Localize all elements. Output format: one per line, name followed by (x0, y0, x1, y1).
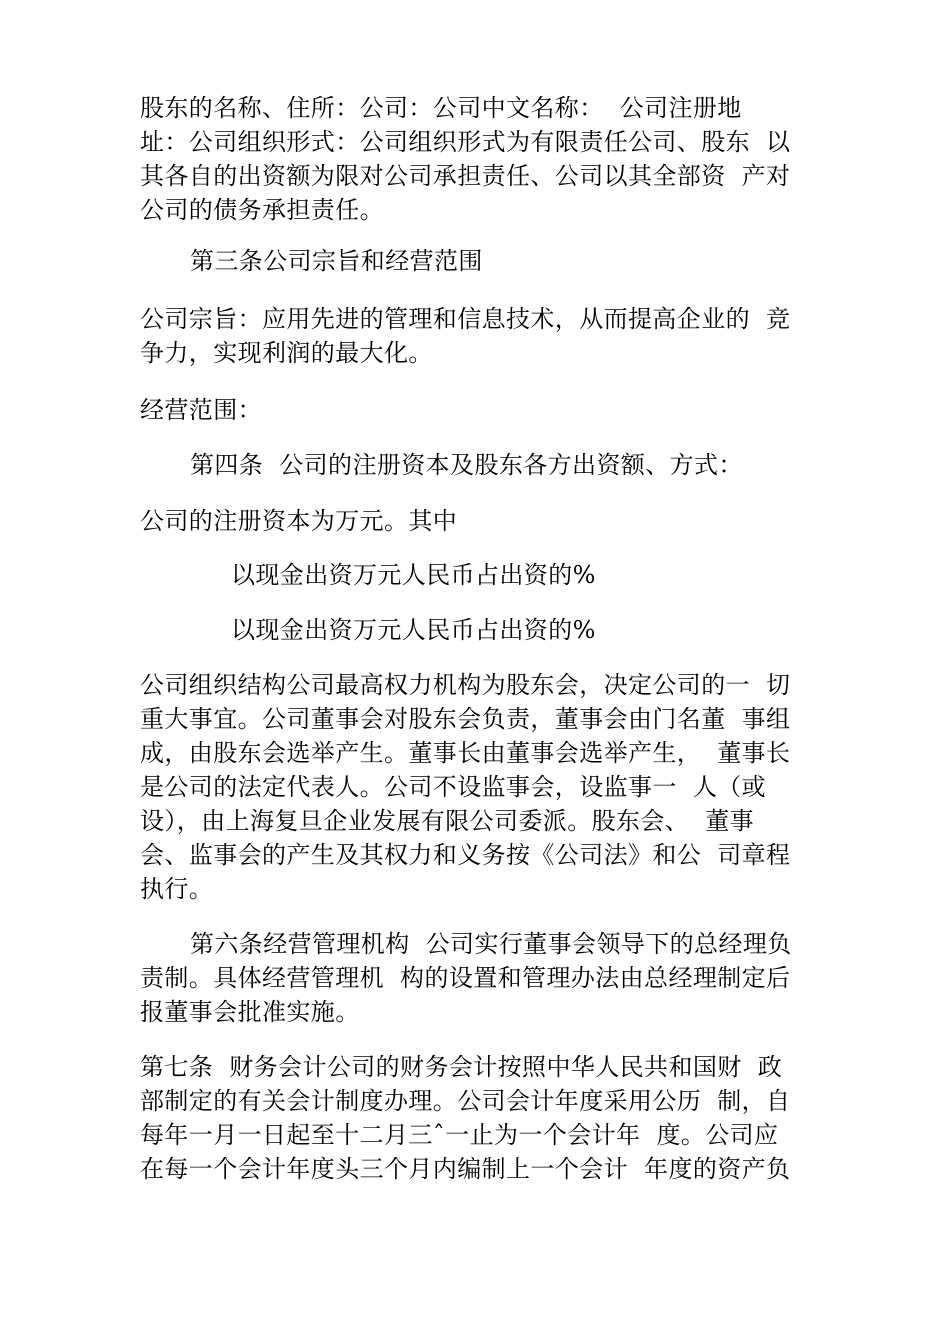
text-line: 是公司的法定代表人。公司不设监事会，设监事一 人（或 (140, 773, 767, 801)
text-line: 公司组织结构公司最高权力机构为股东会，决定公司的一 切 (140, 671, 791, 699)
text-line: 第七条 财务会计公司的财务会计按照中华人民共和国财 政 (140, 1053, 783, 1081)
text-line: 股东的名称、住所：公司：公司中文名称： 公司注册地 (140, 94, 742, 122)
text-line: 以现金出资万元人民币占出资的% (231, 616, 596, 644)
text-line: 第六条经营管理机构 公司实行董事会领导下的总经理负 (190, 930, 792, 958)
text-line: 公司的债务承担责任。 (140, 196, 384, 224)
text-line: 报董事会批准实施。 (140, 998, 360, 1026)
text-line: 以现金出资万元人民币占出资的% (231, 561, 596, 589)
text-line: 其各自的出资额为限对公司承担责任、公司以其全部资 产对 (140, 162, 791, 190)
text-line: 部制定的有关会计制度办理。公司会计年度采用公历 制，自 (140, 1087, 791, 1115)
text-line: 每年一月一日起至十二月三ˆ一止为一个会计年 度。公司应 (140, 1121, 779, 1149)
text-line: 第三条公司宗旨和经营范围 (190, 247, 483, 275)
text-line: 经营范围： (140, 396, 262, 424)
text-line: 执行。 (140, 875, 214, 903)
text-line: 第四条 公司的注册资本及股东各方出资额、方式： (190, 451, 743, 479)
text-line: 公司的注册资本为万元。其中 (140, 507, 458, 535)
text-line: 争力，实现利润的最大化。 (140, 339, 433, 367)
text-line: 公司宗旨：应用先进的管理和信息技术，从而提高企业的 竞 (140, 305, 791, 333)
text-line: 重大事宜。公司董事会对股东会负责，董事会由门名董 事组 (140, 705, 791, 733)
text-line: 会、监事会的产生及其权力和义务按《公司法》和公 司章程 (140, 841, 791, 869)
text-line: 址：公司组织形式：公司组织形式为有限责任公司、股东 以 (140, 128, 791, 156)
text-line: 成，由股东会选举产生。董事长由董事会选举产生， 董事长 (140, 739, 791, 767)
text-line: 责制。具体经营管理机 构的设置和管理办法由总经理制定后 (140, 964, 791, 992)
text-line: 在每一个会计年度头三个月内编制上一个会计 年度的资产负 (140, 1155, 791, 1183)
text-line: 设），由上海复旦企业发展有限公司委派。股东会、 董事 (140, 807, 755, 835)
